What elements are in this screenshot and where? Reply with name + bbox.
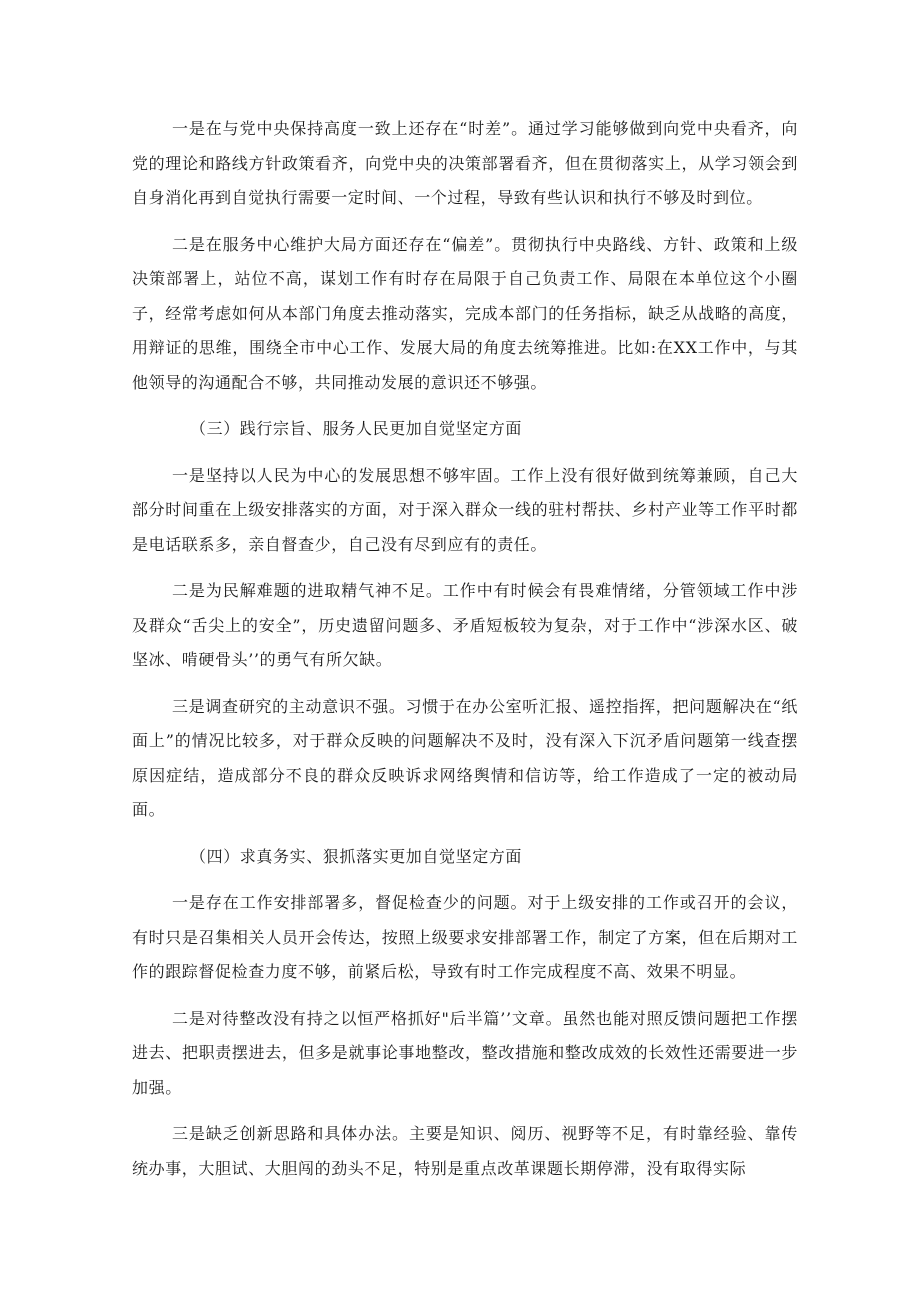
paragraph-2: 二是在服务中心维护大局方面还存在“偏差”。贯彻执行中央路线、方针、政策和上级决策部署上，站位不高，谋划工作有时存在局限于自己负责工作、局限在本单位这个小圈子，经常考虑如何从本部门角度去推动落实，完成本部门的任务指标，缺乏从战略的高度，用辩证的思维，围绕全市中心工作、发展大局的角度去统筹推进。比如:在XX工作中，与其他领导的沟通配合不够，共同推动发展的意识还不够强。 — [132, 234, 798, 392]
paragraph-6: 一是存在工作安排部署多，督促检查少的问题。对于上级安排的工作或召开的会议，有时只是召集相关人员开会传达，按照上级要求安排部署工作，制定了方案，但在后期对工作的跟踪督促检查力度不够，前紧后松，导致有时工作完成程度不高、效果不明显。 — [132, 893, 798, 981]
paragraph-4: 二是为民解难题的进取精气神不足。工作中有时候会有畏难情绪，分管领域工作中涉及群众“舌尖上的安全”，历史遗留问题多、矛盾短板较为复杂，对于工作中“涉深水区、破坚冰、啃硬骨头’’的勇气有所欠缺。 — [132, 581, 798, 669]
section-heading-4: （四）求真务实、狠抓落实更加自觉坚定方面 — [190, 846, 523, 866]
paragraph-7: 二是对待整改没有持之以恒严格抓好"后半篇’’文章。虽然也能对照反馈问题把工作摆进去、把职责摆进去，但多是就事论事地整改，整改措施和整改成效的长效性还需要进一步加强。 — [132, 1008, 798, 1097]
paragraph-3: 一是坚持以人民为中心的发展思想不够牢固。工作上没有很好做到统筹兼顾，自己大部分时间重在上级安排落实的方面，对于深入群众一线的驻村帮扶、乡村产业等工作平时都是电话联系多，亲自督查少，自己没有尽到应有的责任。 — [132, 465, 798, 554]
paragraph-8: 三是缺乏创新思路和具体办法。主要是知识、阅历、视野等不足，有时靠经验、靠传统办事，大胆试、大胆闯的劲头不足，特别是重点改革课题长期停滞，没有取得实际 — [132, 1124, 798, 1178]
document-body — [132, 112, 798, 1198]
paragraph-1: 一是在与党中央保持高度一致上还存在“时差”。通过学习能够做到向党中央看齐，向党的理论和路线方针政策看齐，向党中央的决策部署看齐，但在贯彻落实上，从学习领会到自身消化再到自觉执行需要一定时间、一个过程，导致有些认识和执行不够及时到位。 — [132, 119, 798, 207]
paragraph-5: 三是调查研究的主动意识不强。习惯于在办公室听汇报、遥控指挥，把问题解决在“纸面上”的情况比较多，对于群众反映的问题解决不及时，没有深入下沉矛盾问题第一线查摆原因症结，造成部分不良的群众反映诉求网络舆情和信访等，给工作造成了一定的被动局面。 — [132, 696, 798, 819]
section-heading-3: （三）践行宗旨、服务人民更加自觉坚定方面 — [190, 419, 523, 438]
